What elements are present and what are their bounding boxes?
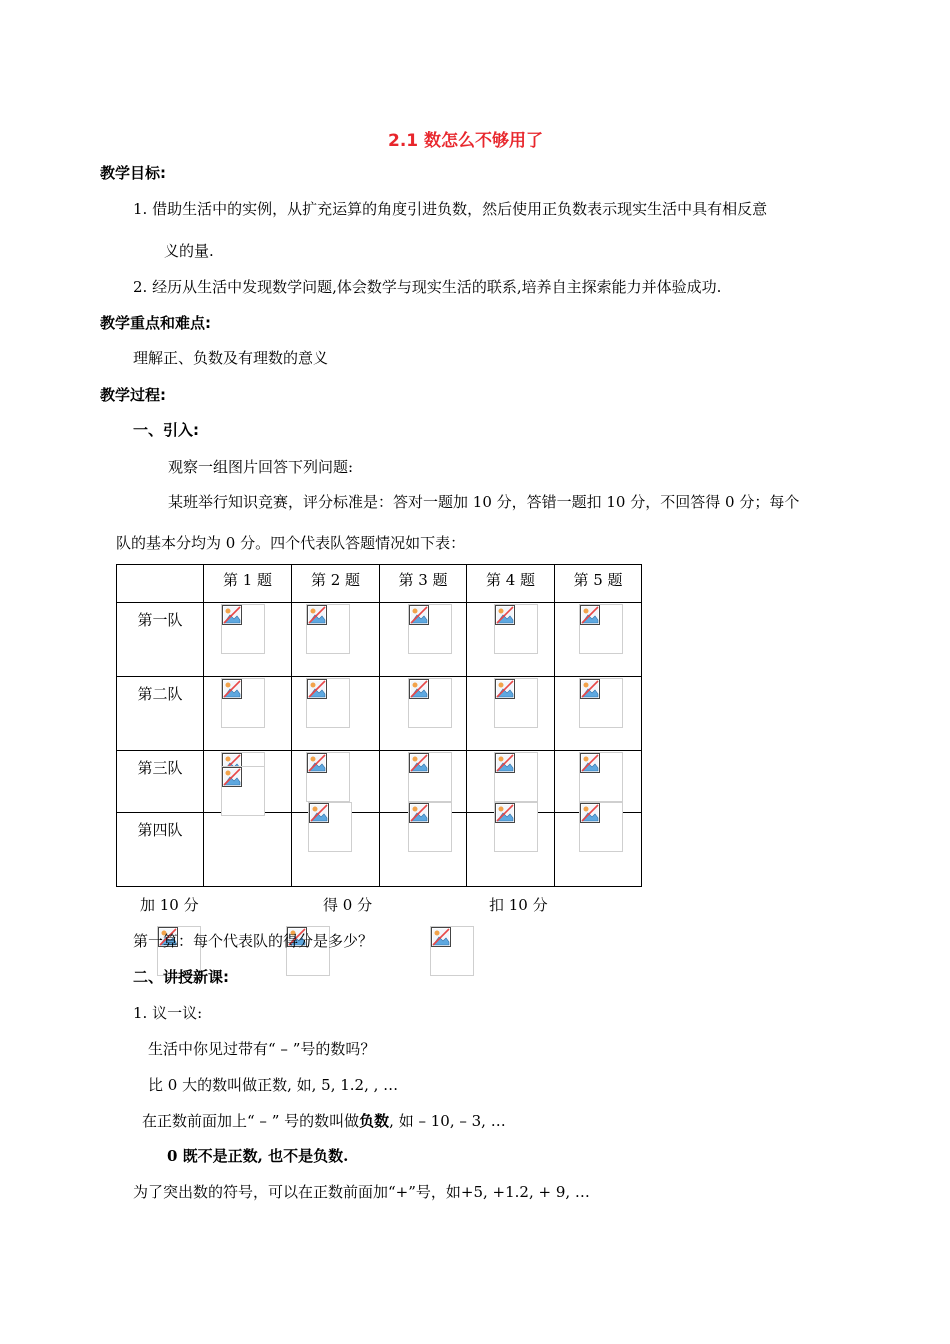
table-row (117, 813, 642, 887)
broken-image-icon (221, 678, 265, 728)
intro-question: 观察一组图片回答下列问题: (168, 458, 354, 476)
header-cell: 第 4 题 (467, 565, 555, 603)
line-e: 为了突出数的符号，可以在正数前面加“+”号，如+5, +1.2, + 9, … (133, 1183, 590, 1201)
broken-image-icon (494, 604, 538, 654)
broken-image-icon (408, 802, 452, 852)
line-b: 比 0 大的数叫做正数, 如, 5, 1.2, , … (148, 1076, 399, 1094)
question-line: 第一算：每个代表队的得分是多少？ (133, 932, 374, 950)
broken-image-icon (408, 752, 452, 802)
line-c-pre: 在正数前面加上“ – ” 号的数叫做 (142, 1112, 360, 1130)
legend-plus: 加 10 分 (140, 896, 199, 914)
line-a: 生活中你见过带有“ – ”号的数吗？ (148, 1040, 376, 1058)
header-cell (117, 565, 204, 603)
broken-image-icon (494, 678, 538, 728)
broken-image-icon (408, 604, 452, 654)
broken-image-icon (494, 802, 538, 852)
broken-image-icon (579, 678, 623, 728)
broken-image-icon (430, 926, 474, 976)
discuss-heading: 1. 议一议: (133, 1004, 203, 1022)
broken-image-icon (306, 752, 350, 802)
header-cell: 第 3 题 (380, 565, 467, 603)
intro-paragraph-1: 某班举行知识竞赛，评分标准是：答对一题加 10 分，答错一题扣 10 分，不回答得 0 分；每个 (168, 493, 800, 511)
table-header-row (117, 565, 642, 603)
broken-image-icon (306, 678, 350, 728)
process-heading: 教学过程: (100, 386, 166, 404)
header-cell: 第 2 题 (292, 565, 380, 603)
broken-image-icon (579, 752, 623, 802)
line-c-post: , 如 – 10, – 3, … (389, 1112, 506, 1130)
broken-image-icon (306, 604, 350, 654)
broken-image-icon (308, 802, 352, 852)
goals-heading: 教学目标: (100, 164, 166, 182)
header-cell: 第 1 题 (204, 565, 292, 603)
row-label: 第一队 (117, 603, 204, 677)
legend-minus: 扣 10 分 (489, 896, 548, 914)
goal-1-line-2: 义的量. (164, 242, 214, 260)
page-title: 2.1 数怎么不够用了 (388, 131, 544, 151)
focus-heading: 教学重点和难点: (100, 314, 211, 332)
broken-image-icon (408, 678, 452, 728)
focus-text: 理解正、负数及有理数的意义 (133, 349, 329, 367)
broken-image-icon (579, 604, 623, 654)
broken-image-icon (494, 752, 538, 802)
row-label: 第二队 (117, 677, 204, 751)
intro-paragraph-2: 队的基本分均为 0 分。四个代表队答题情况如下表： (116, 534, 466, 552)
score-table (116, 564, 642, 887)
legend-zero: 得 0 分 (323, 896, 373, 914)
broken-image-icon (221, 766, 265, 816)
broken-image-icon (221, 604, 265, 654)
line-d: 0 既不是正数, 也不是负数. (167, 1147, 349, 1165)
table-row (117, 677, 642, 751)
line-c (142, 1110, 506, 1131)
intro-heading: 一、引入: (133, 421, 199, 439)
broken-image-icon (579, 802, 623, 852)
goal-1-line-1: 1. 借助生活中的实例，从扩充运算的角度引进负数，然后使用正负数表示现实生活中具有相反意 (133, 200, 768, 218)
goal-2: 2. 经历从生活中发现数学问题,体会数学与现实生活的联系,培养自主探索能力并体验成功. (133, 278, 722, 296)
header-cell: 第 5 题 (555, 565, 642, 603)
table-row (117, 603, 642, 677)
new-lesson-heading: 二、讲授新课: (133, 968, 229, 986)
line-c-bold: 负数 (359, 1112, 390, 1130)
row-label: 第四队 (117, 813, 204, 887)
row-label: 第三队 (117, 751, 204, 813)
table-row (117, 751, 642, 813)
